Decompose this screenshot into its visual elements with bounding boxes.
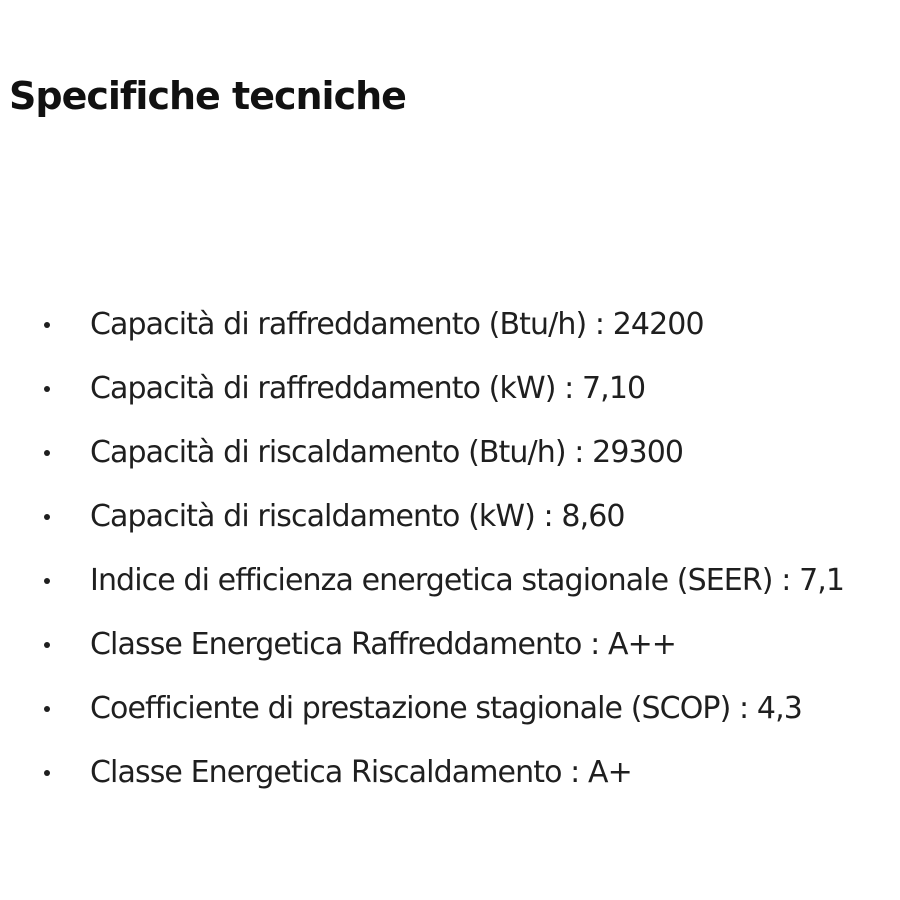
list-item bbox=[0, 293, 900, 357]
list-item bbox=[0, 421, 900, 485]
spec-label: Capacità di riscaldamento (Btu/h) : 29300 bbox=[90, 435, 684, 470]
bullet-icon bbox=[44, 578, 50, 584]
bullet-icon bbox=[44, 706, 50, 712]
list-item bbox=[0, 677, 900, 741]
list-item bbox=[0, 485, 900, 549]
bullet-icon bbox=[44, 770, 50, 776]
spec-label: Capacità di riscaldamento (kW) : 8,60 bbox=[90, 499, 625, 534]
page-title: Specifiche tecniche bbox=[9, 74, 406, 118]
bullet-icon bbox=[44, 322, 50, 328]
list-item bbox=[0, 741, 900, 805]
spec-label: Capacità di raffreddamento (kW) : 7,10 bbox=[90, 371, 646, 406]
list-item bbox=[0, 549, 900, 613]
bullet-icon bbox=[44, 642, 50, 648]
spec-label: Classe Energetica Riscaldamento : A+ bbox=[90, 755, 632, 790]
spec-label: Capacità di raffreddamento (Btu/h) : 24200 bbox=[90, 307, 704, 342]
bullet-icon bbox=[44, 386, 50, 392]
spec-label: Coefficiente di prestazione stagionale (SCOP) : 4,3 bbox=[90, 691, 802, 726]
list-item bbox=[0, 357, 900, 421]
spec-label: Indice di efficienza energetica stagionale (SEER) : 7,1 bbox=[90, 563, 845, 598]
bullet-icon bbox=[44, 514, 50, 520]
spec-label: Classe Energetica Raffreddamento : A++ bbox=[90, 627, 677, 662]
spec-list bbox=[0, 293, 900, 805]
list-item bbox=[0, 613, 900, 677]
bullet-icon bbox=[44, 450, 50, 456]
